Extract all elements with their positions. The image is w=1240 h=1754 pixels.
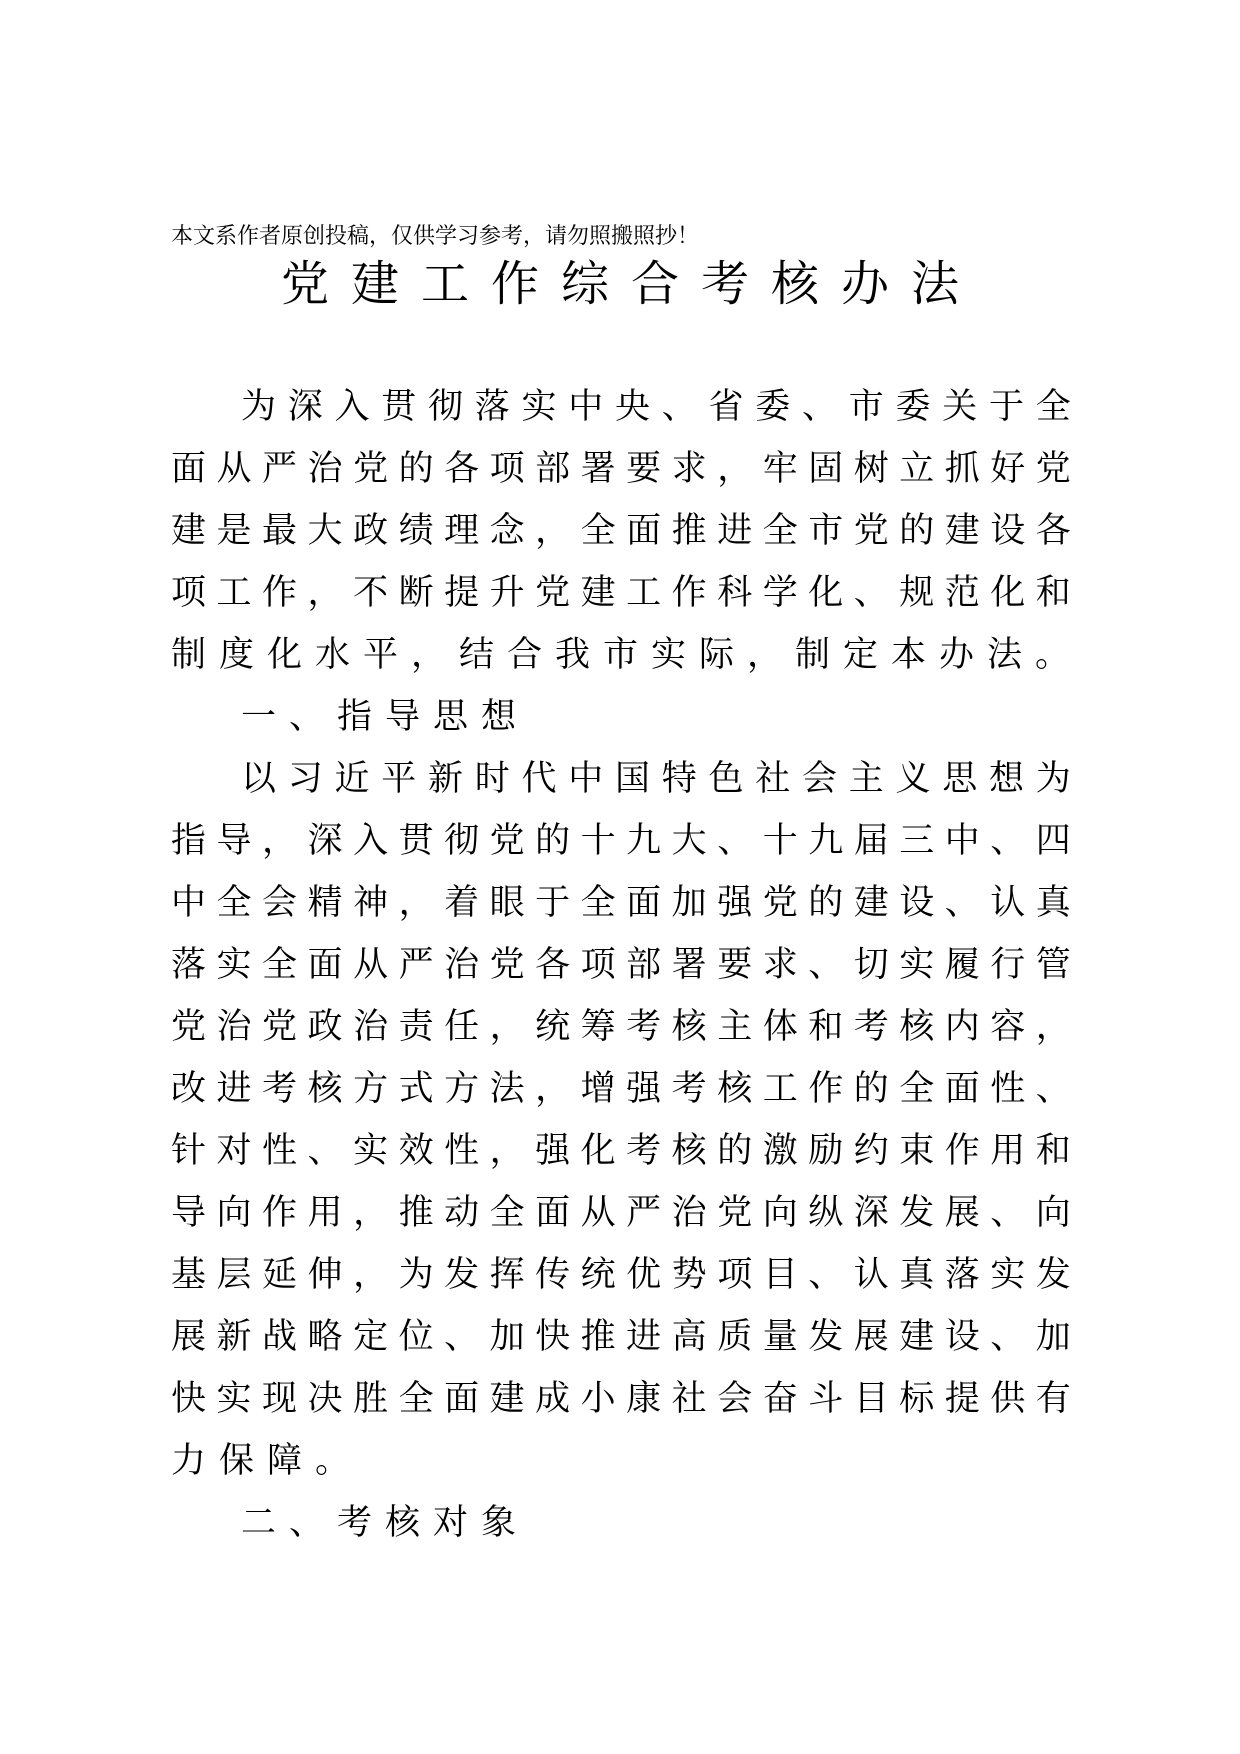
paragraph-line: 党 治 党 政 治 责 任 ， 统 筹 考 核 主 体 和 考 核 内 容 ， <box>171 1007 1071 1047</box>
paragraph-line: 制度化水平，结合我市实际，制定本办法。 <box>171 635 1084 675</box>
section-heading-guiding-ideology: 一、指导思想 <box>241 697 530 737</box>
paragraph-line: 针 对 性 、 实 效 性 ， 强 化 考 核 的 激 励 约 束 作 用 和 <box>171 1131 1071 1171</box>
paragraph-line: 建 是 最 大 政 绩 理 念 ， 全 面 推 进 全 市 党 的 建 设 各 <box>171 511 1071 551</box>
paragraph-line: 快 实 现 决 胜 全 面 建 成 小 康 社 会 奋 斗 目 标 提 供 有 <box>171 1379 1071 1419</box>
document-body <box>171 376 1084 1554</box>
paragraph-line: 导 向 作 用 ， 推 动 全 面 从 严 治 党 向 纵 深 发 展 、 向 <box>171 1193 1071 1233</box>
section-heading-assessment-targets: 二、考核对象 <box>241 1503 530 1543</box>
paragraph-line: 中 全 会 精 神 ， 着 眼 于 全 面 加 强 党 的 建 设 、 认 真 <box>171 883 1071 923</box>
paragraph-line: 力保障。 <box>171 1441 364 1481</box>
paragraph-line: 改 进 考 核 方 式 方 法 ， 增 强 考 核 工 作 的 全 面 性 、 <box>171 1069 1071 1109</box>
paragraph-line: 项 工 作 ， 不 断 提 升 党 建 工 作 科 学 化 、 规 范 化 和 <box>171 573 1071 613</box>
document-title: 党建工作综合考核办法 <box>280 256 981 312</box>
paragraph-line: 展 新 战 略 定 位 、 加 快 推 进 高 质 量 发 展 建 设 、 加 <box>171 1317 1071 1357</box>
copyright-notice: 本文系作者原创投稿，仅供学习参考，请勿照搬照抄！ <box>171 224 700 249</box>
paragraph-line: 以 习 近 平 新 时 代 中 国 特 色 社 会 主 义 思 想 为 <box>241 759 1071 799</box>
paragraph-line: 落 实 全 面 从 严 治 党 各 项 部 署 要 求 、 切 实 履 行 管 <box>171 945 1071 985</box>
paragraph-line: 指 导 ， 深 入 贯 彻 党 的 十 九 大 、 十 九 届 三 中 、 四 <box>171 821 1071 861</box>
paragraph-line: 面 从 严 治 党 的 各 项 部 署 要 求 ， 牢 固 树 立 抓 好 党 <box>171 449 1071 489</box>
paragraph-line: 基 层 延 伸 ， 为 发 挥 传 统 优 势 项 目 、 认 真 落 实 发 <box>171 1255 1071 1295</box>
paragraph-line: 为 深 入 贯 彻 落 实 中 央 、 省 委 、 市 委 关 于 全 <box>241 387 1071 427</box>
